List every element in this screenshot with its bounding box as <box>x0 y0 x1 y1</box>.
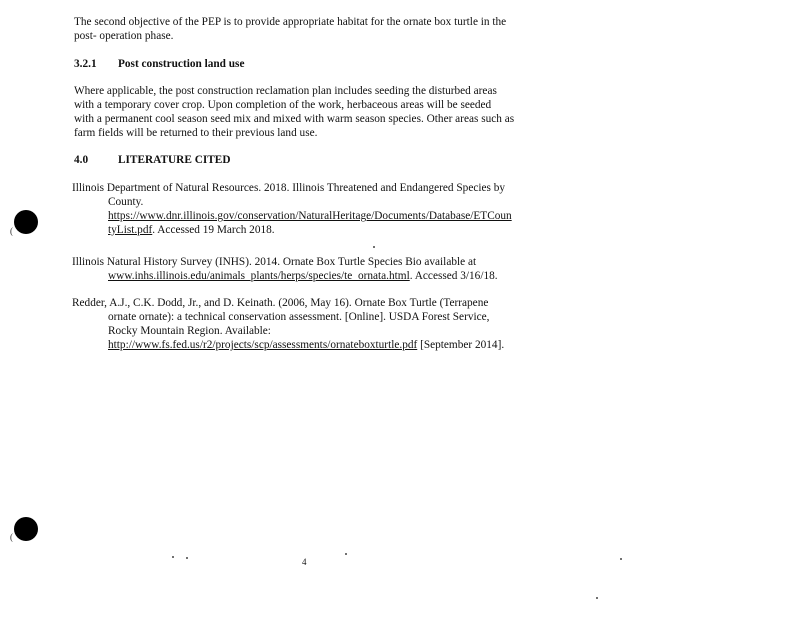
reference-text: . Accessed 19 March 2018. <box>152 224 275 236</box>
reference-inhs <box>72 255 552 283</box>
section-heading-3-2-1 <box>74 57 244 71</box>
reference-link[interactable]: https://www.dnr.illinois.gov/conservation/NaturalHeritage/Documents/Database/ETCoun <box>108 210 512 222</box>
reference-link[interactable]: tyList.pdf <box>108 224 153 236</box>
scan-speck <box>186 557 188 559</box>
reference-text: County. <box>108 196 144 208</box>
scan-speck <box>345 553 347 555</box>
intro-line-2: post- operation phase. <box>74 30 174 42</box>
reference-text: Redder, A.J., C.K. Dodd, Jr., and D. Keinath. (2006, May 16). Ornate Box Turtle (Terrapene <box>72 297 489 309</box>
land-use-paragraph <box>74 84 554 140</box>
intro-line-1: The second objective of the PEP is to provide appropriate habitat for the ornate box turtle in the <box>74 16 507 28</box>
page-number: 4 <box>302 557 307 567</box>
reference-text: Rocky Mountain Region. Available: <box>108 325 271 337</box>
reference-idnr <box>72 181 552 237</box>
section-title: LITERATURE CITED <box>118 154 231 166</box>
reference-link[interactable]: http://www.fs.fed.us/r2/projects/scp/assessments/ornateboxturtle.pdf <box>108 339 418 351</box>
section-number: 4.0 <box>74 154 89 166</box>
section-heading-4-0 <box>74 153 230 167</box>
reference-text: [September 2014]. <box>417 339 505 351</box>
section-number: 3.2.1 <box>74 58 97 70</box>
scan-speck <box>172 556 174 558</box>
scan-speck <box>596 597 598 599</box>
reference-text: Illinois Department of Natural Resources. 2018. Illinois Threatened and Endangered Species by <box>72 182 506 194</box>
paragraph-line: with a permanent cool season seed mix and mixed with warm season species. Other areas such as <box>74 113 515 125</box>
punch-hole-icon <box>14 517 38 541</box>
paragraph-line: with a temporary cover crop. Upon completion of the work, herbaceous areas will be seeded <box>74 99 492 111</box>
intro-paragraph <box>74 15 554 43</box>
scan-mark-icon: ( <box>10 226 13 236</box>
scan-speck <box>373 246 375 248</box>
section-title: Post construction land use <box>118 58 245 70</box>
reference-text: Illinois Natural History Survey (INHS). 2014. Ornate Box Turtle Species Bio available at <box>72 256 477 268</box>
reference-link[interactable]: www.inhs.illinois.edu/animals_plants/herps/species/te_ornata.html <box>108 270 410 282</box>
paragraph-line: Where applicable, the post construction reclamation plan includes seeding the disturbed areas <box>74 85 497 97</box>
reference-text: ornate ornate): a technical conservation assessment. [Online]. USDA Forest Service, <box>108 311 490 323</box>
reference-text: . Accessed 3/16/18. <box>409 270 498 282</box>
scan-speck <box>620 558 622 560</box>
reference-redder <box>72 296 552 352</box>
scan-mark-icon: ( <box>10 532 13 542</box>
paragraph-line: farm fields will be returned to their previous land use. <box>74 127 318 139</box>
punch-hole-icon <box>14 210 38 234</box>
